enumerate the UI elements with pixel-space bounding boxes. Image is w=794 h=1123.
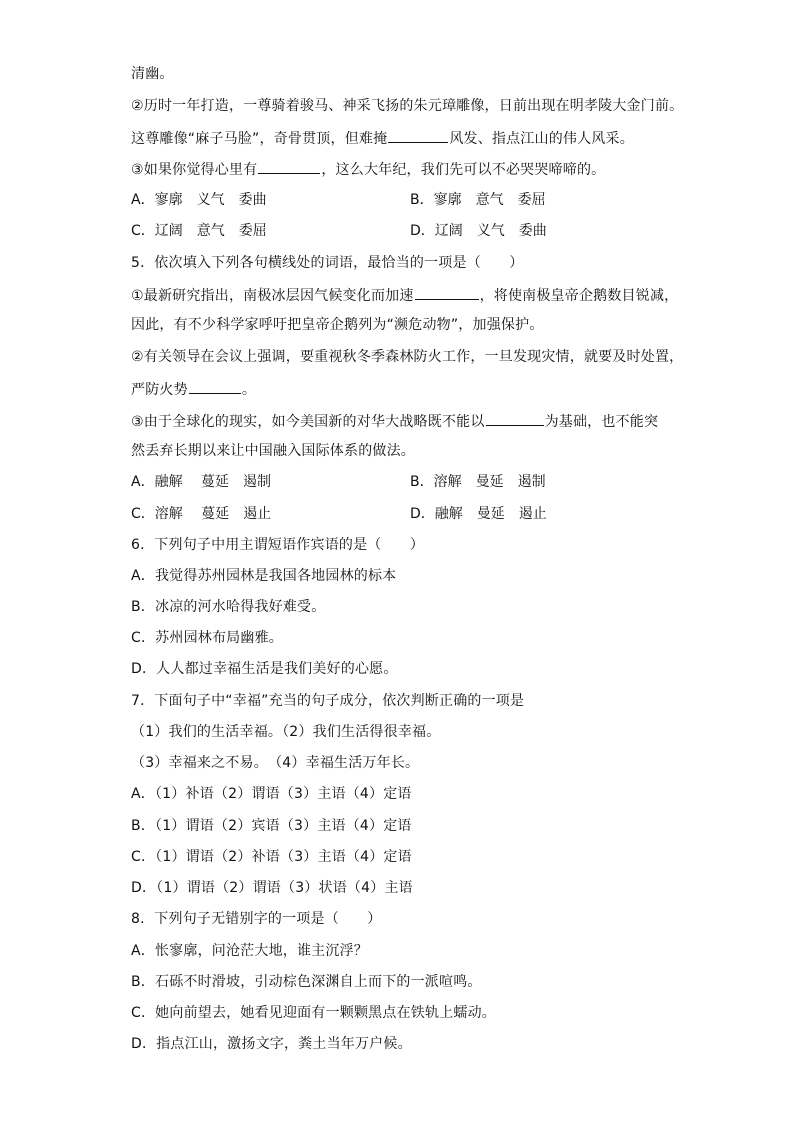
q5-sentence-3a — [131, 410, 658, 432]
q5-s2b-pre: 严防火势 — [131, 382, 188, 398]
q5-option-a: A．融解 蔓延 遏制 — [131, 474, 272, 490]
q4-option-d: D．辽阔 义气 委曲 — [410, 223, 547, 239]
q4-option-c: C．辽阔 意气 委屈 — [131, 223, 267, 239]
q6-stem: 6．下列句子中用主谓短语作宾语的是（ ） — [131, 537, 425, 553]
q8-stem: 8．下列句子无错别字的一项是（ ） — [131, 911, 382, 927]
q8-option-c: C．她向前望去，她看见迎面有一颗颗黑点在铁轨上蠕动。 — [131, 1005, 496, 1021]
q4-s2b-pre: 这尊雕像“麻子马脸”，奇骨贯顶，但难掩 — [131, 131, 388, 147]
q5-sentence-1b: 因此，有不少科学家呼吁把皇帝企鹅列为“濒危动物”，加强保护。 — [131, 317, 544, 333]
q5-s1a-post: ，将使南极皇帝企鹅数目锐减， — [479, 288, 679, 304]
continuation-text: 清幽。 — [131, 66, 174, 82]
q6-option-c: C．苏州园林布局幽雅。 — [131, 630, 283, 646]
fill-blank — [258, 158, 320, 174]
q7-option-a: A．（1）补语（2）谓语（3）主语（4）定语 — [131, 786, 412, 802]
q5-option-d: D．融解 曼延 遏止 — [410, 506, 547, 522]
q4-option-a: A．寥廓 义气 委曲 — [131, 192, 267, 208]
fill-blank — [388, 127, 448, 143]
q4-sentence-2b — [131, 127, 634, 149]
q4-s3-post: ，这么大年纪，我们先可以不必哭哭啼啼的。 — [321, 162, 606, 178]
q8-option-b: B．石砾不时滑坡，引动棕色深渊自上而下的一派喧鸣。 — [131, 974, 482, 990]
q4-s3-pre: ③如果你觉得心里有 — [131, 162, 258, 178]
q5-sentence-3b: 然丢弃长期以来让中国融入国际体系的做法。 — [131, 443, 415, 459]
q5-option-c: C．溶解 蔓延 遏止 — [131, 506, 272, 522]
q5-sentence-2b — [131, 378, 256, 400]
q7-stem: 7．下面句子中“幸福”充当的句子成分，依次判断正确的一项是 — [131, 693, 525, 709]
q4-s2b-post: 风发、指点江山的伟人风采。 — [449, 131, 634, 147]
fill-blank — [486, 410, 544, 426]
q7-option-d: D．（1）谓语（2）谓语（3）状语（4）主语 — [131, 880, 413, 896]
fill-blank — [189, 378, 241, 394]
q8-option-d: D．指点江山，激扬文字，粪土当年万户候。 — [131, 1036, 412, 1052]
q5-stem: 5．依次填入下列各句横线处的词语，最恰当的一项是（ ） — [131, 255, 524, 271]
q4-sentence-2a: ②历时一年打造，一尊骑着骏马、神采飞扬的朱元璋雕像，日前出现在明孝陵大金门前。 — [131, 98, 684, 114]
q8-option-a: A．怅寥廓，问沧茫大地，谁主沉浮？ — [131, 943, 368, 959]
q5-s3a-post: 为基础，也不能突 — [544, 414, 659, 430]
q5-option-b: B．溶解 曼延 遏制 — [410, 474, 546, 490]
q7-sentences-1-2: （1）我们的生活幸福。（2）我们生活得很幸福。 — [131, 724, 441, 740]
q6-option-b: B．冰凉的河水哈得我好难受。 — [131, 599, 326, 615]
fill-blank — [415, 284, 479, 300]
q6-option-d: D．人人都过幸福生活是我们美好的心愿。 — [131, 661, 398, 677]
q5-s3a-pre: ③由于全球化的现实，如今美国新的对华大战略既不能以 — [131, 414, 485, 430]
q5-s1a-pre: ①最新研究指出，南极冰层因气候变化而加速 — [131, 288, 414, 304]
q4-option-b: B．寥廓 意气 委屈 — [410, 192, 546, 208]
q4-sentence-3 — [131, 158, 605, 180]
q7-sentences-3-4: （3）幸福来之不易。 （4）幸福生活万年长。 — [131, 755, 420, 771]
q5-sentence-2a: ②有关领导在会议上强调，要重视秋冬季森林防火工作，一旦发现灾情，就要及时处置， — [131, 349, 684, 365]
q7-option-c: C．（1）谓语（2）补语（3）主语（4）定语 — [131, 849, 412, 865]
q5-s2b-post: 。 — [241, 382, 257, 398]
q5-sentence-1a — [131, 284, 678, 306]
q7-option-b: B．（1）谓语（2）宾语（3）主语（4）定语 — [131, 818, 412, 834]
q6-option-a: A．我觉得苏州园林是我国各地园林的标本 — [131, 568, 397, 584]
